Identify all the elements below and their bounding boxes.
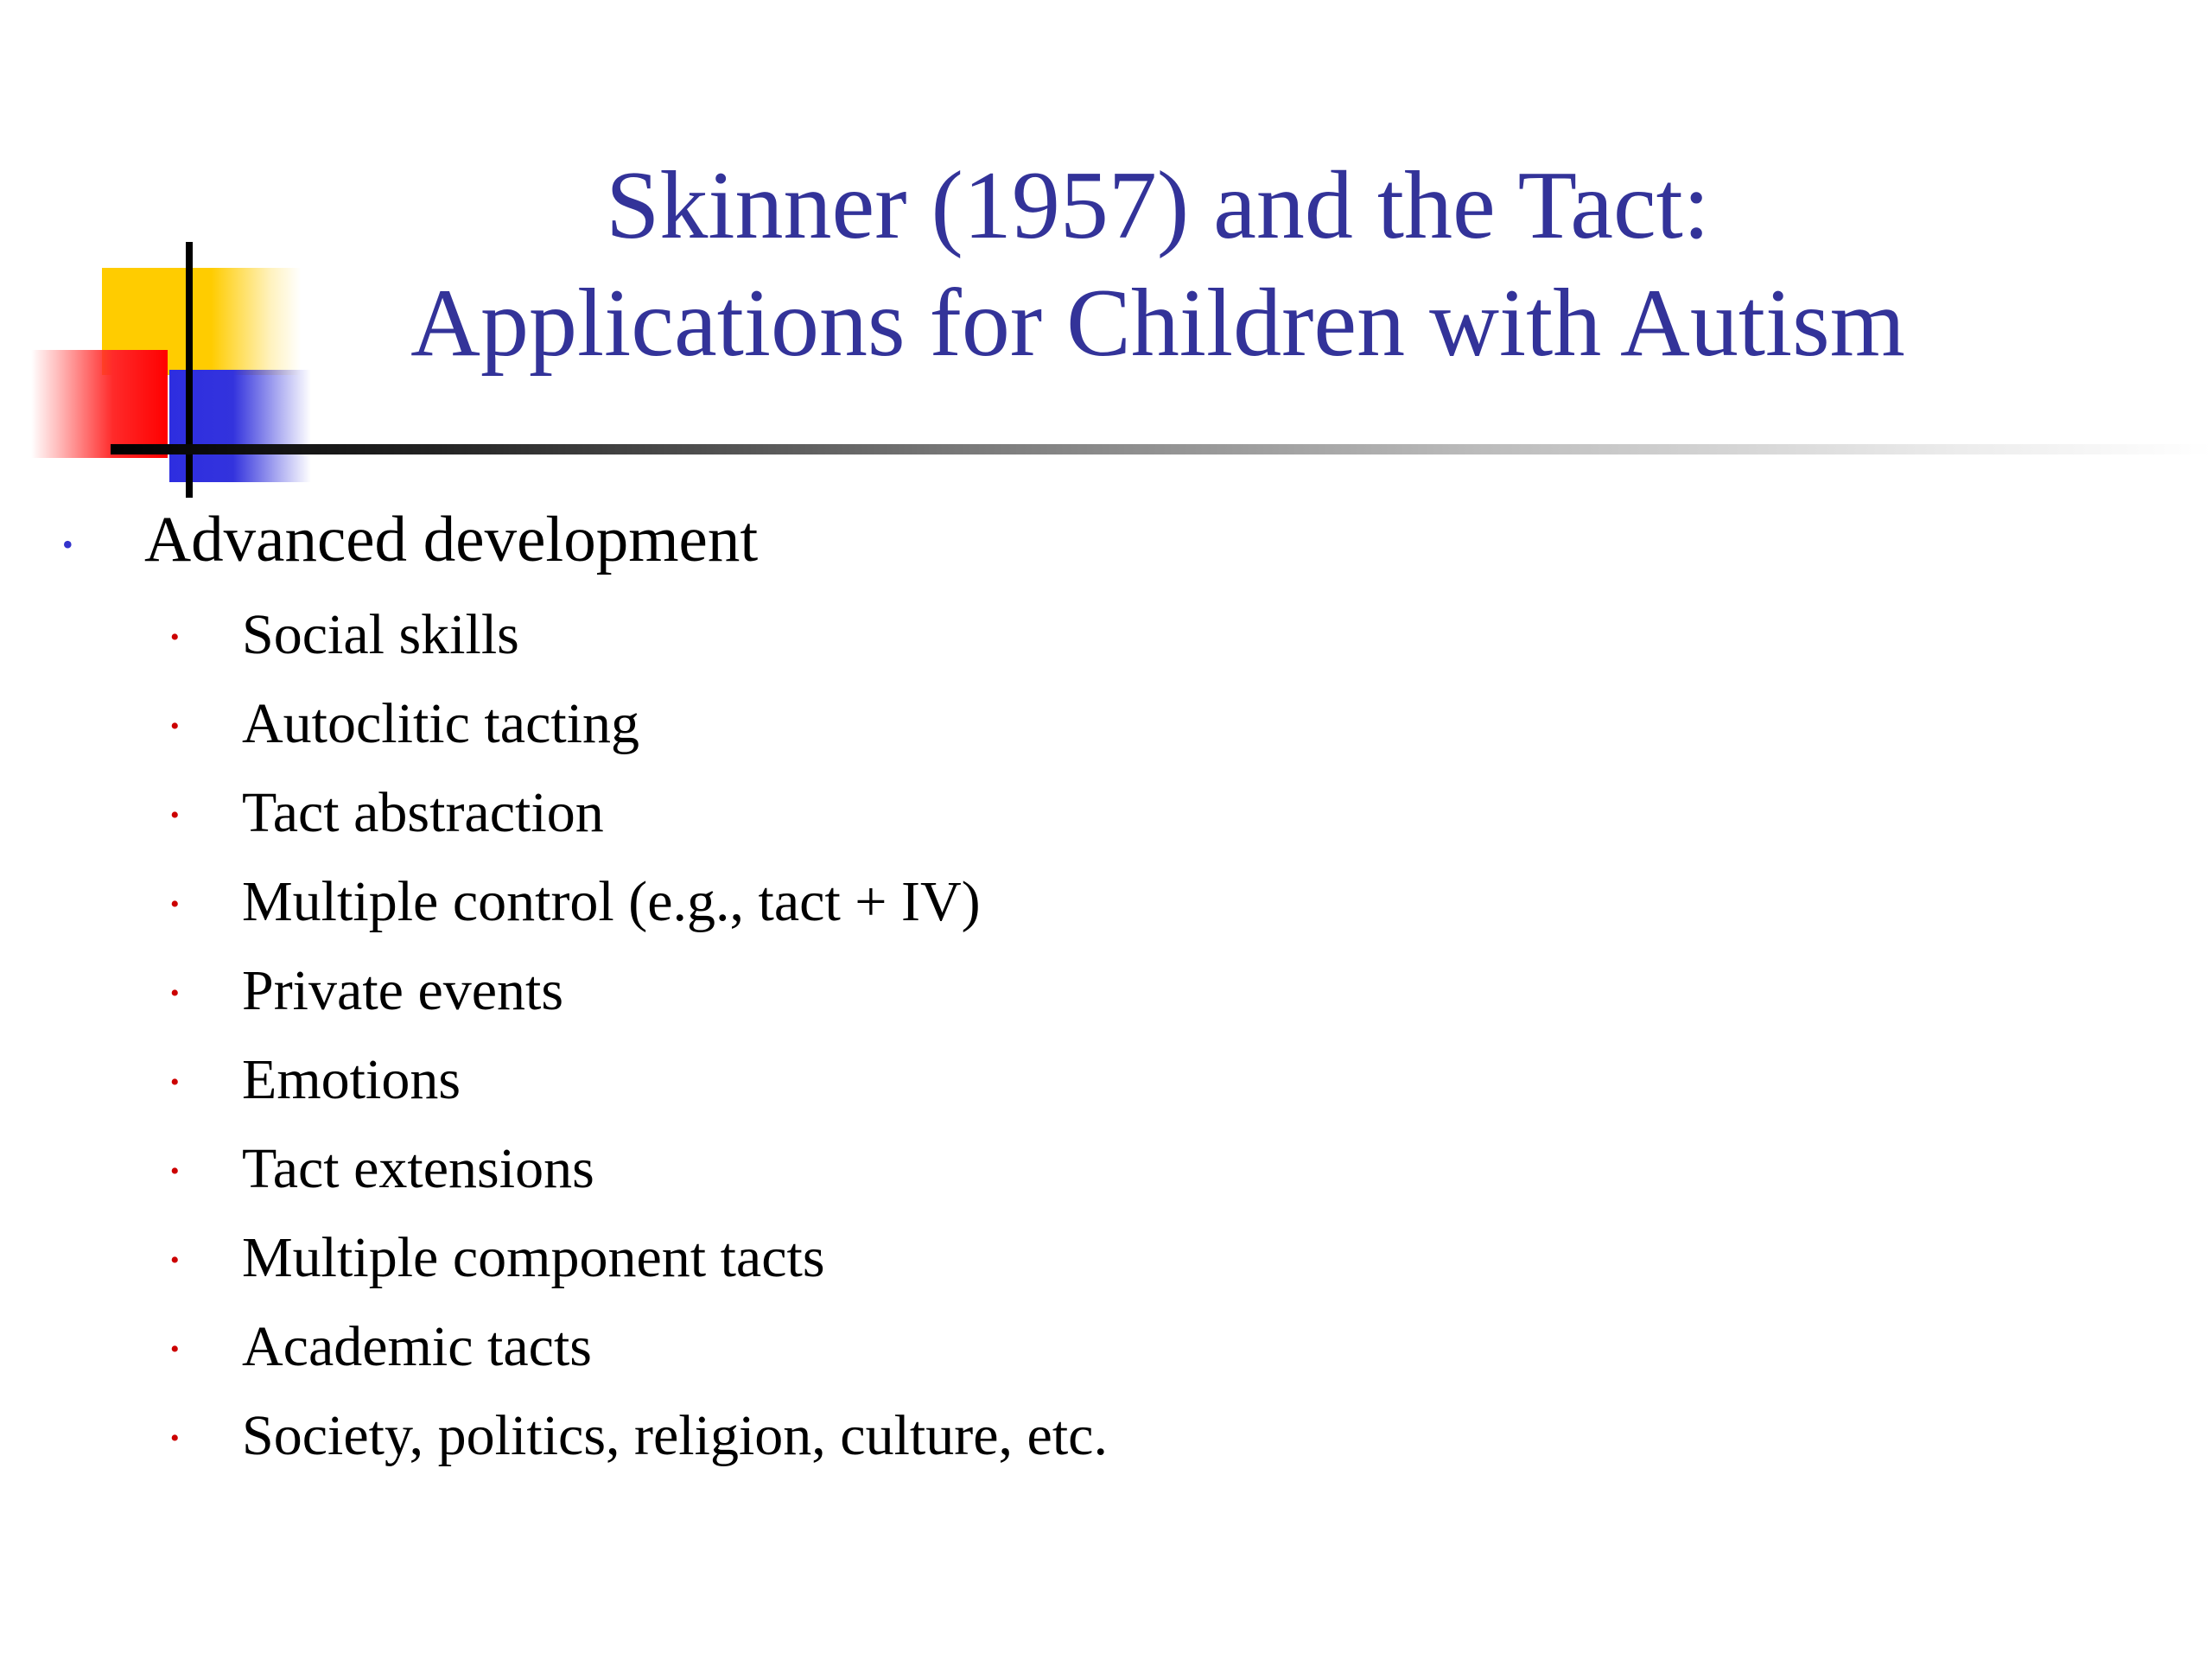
sub-bullet-dot-icon: •: [170, 1424, 180, 1452]
sub-bullet-dot-icon: •: [170, 890, 180, 918]
sub-bullet-item: [0, 868, 2212, 937]
sub-bullet-text: Society, politics, religion, culture, etc.: [242, 1404, 1108, 1467]
sub-bullet-item: [0, 1313, 2212, 1382]
sub-bullet-item: [0, 690, 2212, 759]
sub-bullet-item: [0, 1046, 2212, 1115]
sub-bullet-item: [0, 1135, 2212, 1204]
sub-bullet-text: Social skills: [242, 603, 519, 666]
sub-bullet-item: [0, 957, 2212, 1026]
sub-bullet-dot-icon: •: [170, 1335, 180, 1363]
title-line-1: Skinner (1957) and the Tact:: [606, 152, 1710, 259]
sub-bullet-text: Autoclitic tacting: [242, 692, 640, 755]
sub-bullet-dot-icon: •: [170, 1068, 180, 1096]
sub-bullet-dot-icon: •: [170, 801, 180, 830]
sub-bullet-text: Tact abstraction: [242, 781, 604, 844]
sub-bullet-text: Multiple control (e.g., tact + IV): [242, 870, 981, 933]
sub-bullet-item: [0, 779, 2212, 848]
sub-bullet-text: Tact extensions: [242, 1137, 594, 1200]
sub-bullet-text: Emotions: [242, 1048, 461, 1111]
bullet-level1-text: Advanced development: [144, 504, 759, 575]
sub-bullet-dot-icon: •: [170, 1246, 180, 1274]
sub-bullet-item: [0, 1402, 2212, 1471]
sub-bullet-dot-icon: •: [170, 1157, 180, 1185]
sub-bullet-dot-icon: •: [170, 979, 180, 1007]
sub-bullet-item: [0, 601, 2212, 670]
sub-bullet-dot-icon: •: [170, 623, 180, 652]
title-line-2: Applications for Children with Autism: [410, 270, 1905, 377]
sub-bullet-dot-icon: •: [170, 712, 180, 741]
sub-bullet-item: [0, 1224, 2212, 1293]
bullet-level1-item: [0, 501, 2212, 579]
sub-bullet-text: Private events: [242, 959, 564, 1022]
sub-bullet-text: Academic tacts: [242, 1315, 592, 1378]
bullet-dot-icon: •: [62, 527, 73, 562]
sub-bullet-text: Multiple component tacts: [242, 1226, 825, 1289]
